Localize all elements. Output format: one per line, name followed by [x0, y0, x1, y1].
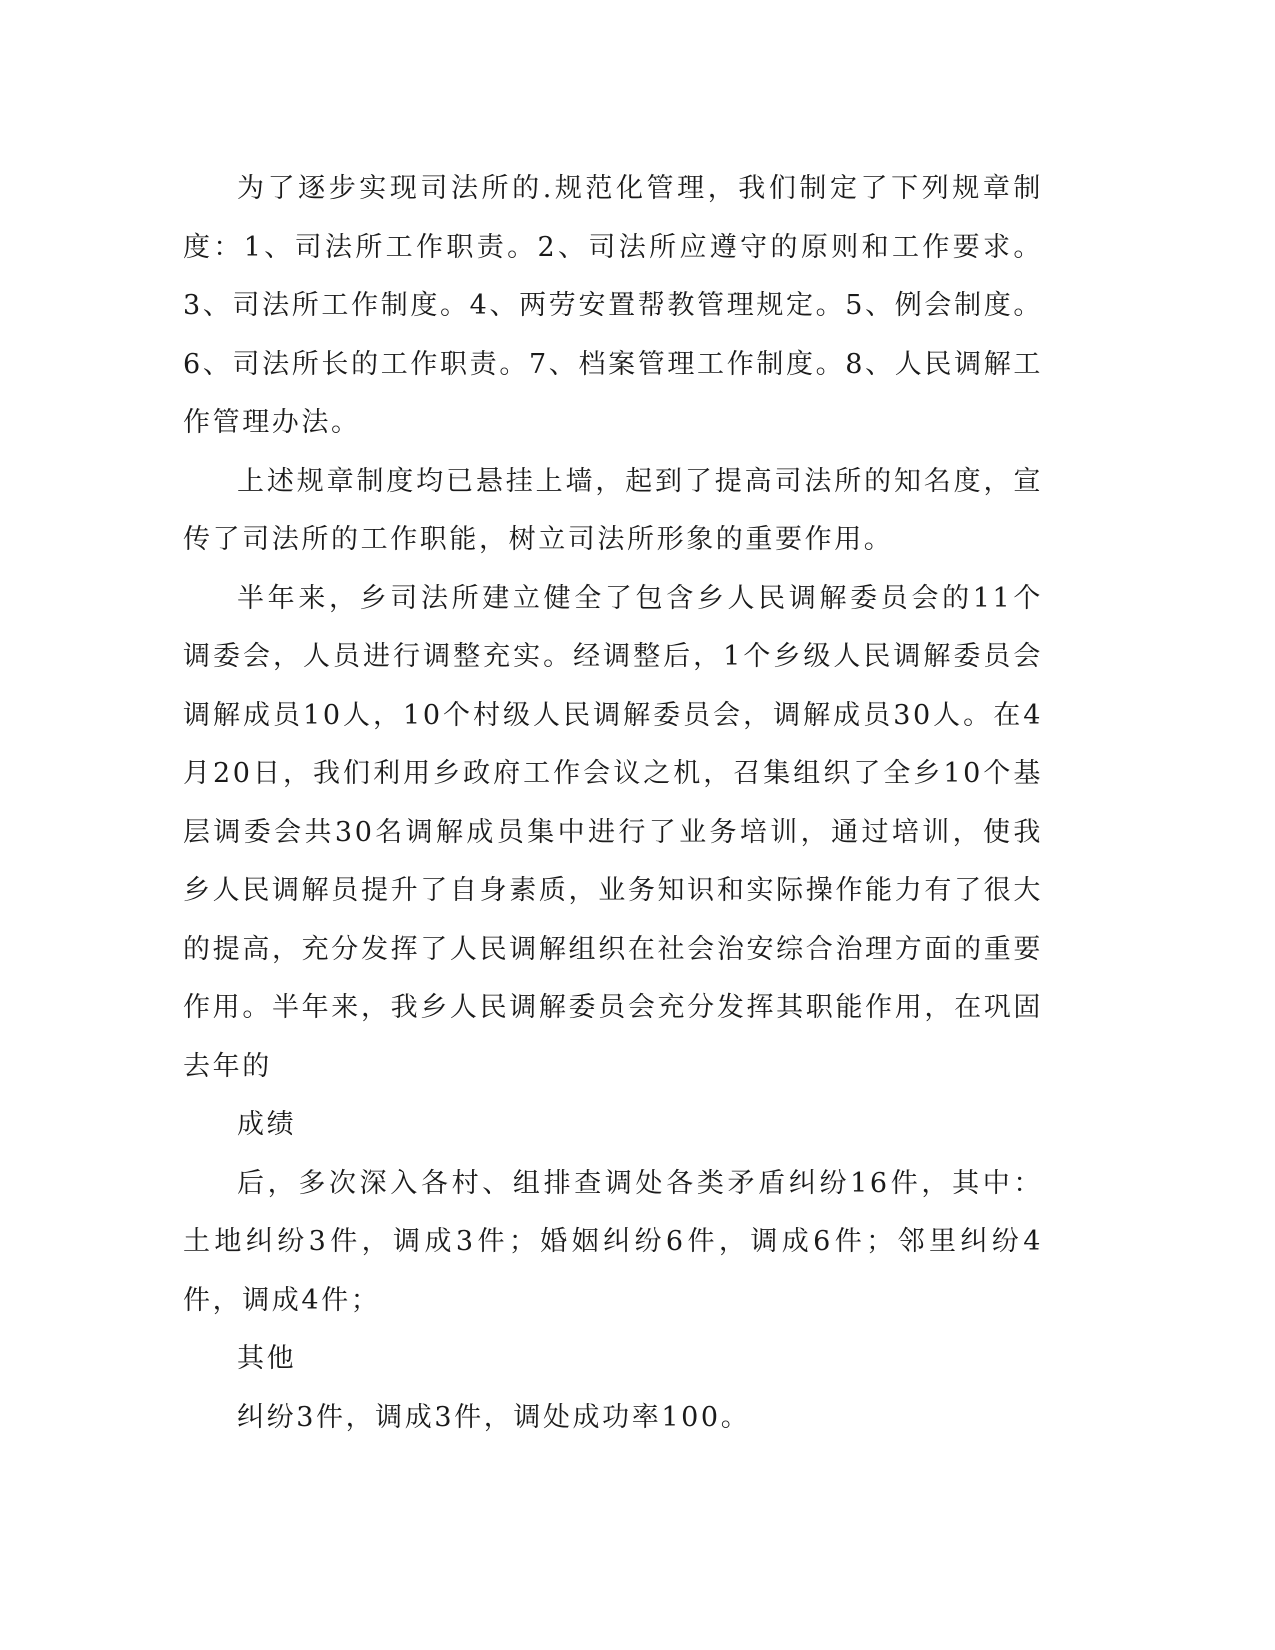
paragraph-fragment-achievements: 成绩: [237, 1109, 297, 1140]
paragraph-fragment-other: 其他: [237, 1343, 297, 1374]
paragraph-rules-posted: 上述规章制度均已悬挂上墙，起到了提高司法所的知名度，宣传了司法所的工作职能，树立司法所形象的重要作用。: [183, 465, 1043, 555]
document-body: [183, 160, 1043, 1447]
paragraph-other-disputes: 纠纷3件，调成3件，调处成功率100。: [237, 1401, 751, 1433]
paragraph-disputes-handled: 后，多次深入各村、组排查调处各类矛盾纠纷16件，其中：土地纠纷3件，调成3件；婚姻纠纷6件，调成6件；邻里纠纷4件，调成4件；: [183, 1167, 1043, 1316]
paragraph-mediation-committees: 半年来，乡司法所建立健全了包含乡人民调解委员会的11个调委会，人员进行调整充实。经调整后，1个乡级人民调解委员会调解成员10人，10个村级人民调解委员会，调解成员30人。在4月20日，我们利用乡政府工作会议之机，召集组织了全乡10个基层调委会共30名调解成员集中进行了业务培训，通过培训，使我乡人民调解员提升了自身素质，业务知识和实际操作能力有了很大的提高，充分发挥了人民调解组织在社会治安综合治理方面的重要作用。半年来，我乡人民调解委员会充分发挥其职能作用，在巩固去年的: [183, 582, 1043, 1082]
paragraph-rules-list: 为了逐步实现司法所的.规范化管理，我们制定了下列规章制度：1、司法所工作职责。2、司法所应遵守的原则和工作要求。3、司法所工作制度。4、两劳安置帮教管理规定。5、例会制度。6、司法所长的工作职责。7、档案管理工作制度。8、人民调解工作管理办法。: [183, 173, 1043, 438]
